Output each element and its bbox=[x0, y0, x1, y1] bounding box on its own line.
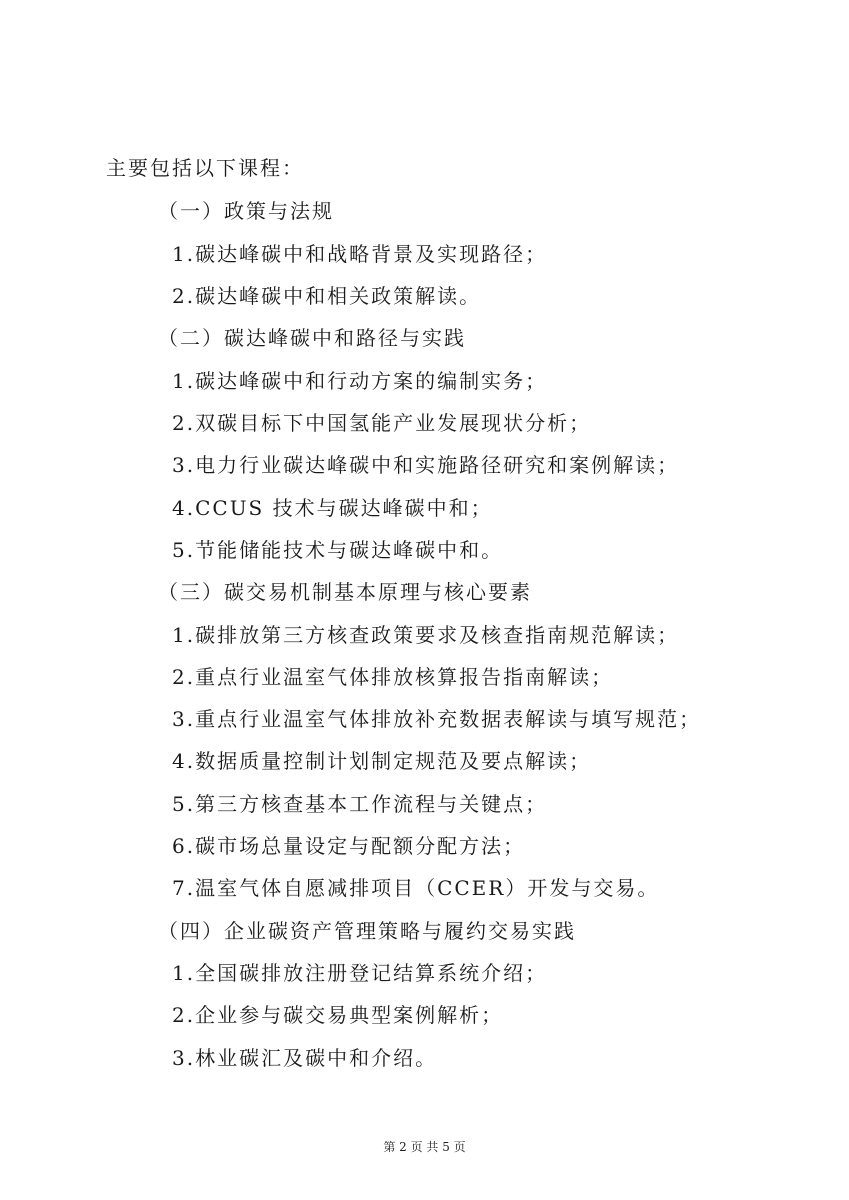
list-item: 1.碳达峰碳中和行动方案的编制实务； bbox=[172, 369, 548, 393]
list-item: 3.电力行业碳达峰碳中和实施路径研究和案例解读； bbox=[172, 453, 680, 477]
list-item: 6.碳市场总量设定与配额分配方法； bbox=[172, 834, 526, 858]
list-item: 2.企业参与碳交易典型案例解析； bbox=[172, 1003, 504, 1027]
list-item: 5.节能储能技术与碳达峰碳中和。 bbox=[172, 538, 504, 562]
intro-text: 主要包括以下课程： bbox=[106, 156, 304, 180]
section-heading-policy: （一）政策与法规 bbox=[158, 199, 334, 223]
section-heading-carbon-trading: （三）碳交易机制基本原理与核心要素 bbox=[158, 580, 532, 604]
section-heading-asset-management: （四）企业碳资产管理策略与履约交易实践 bbox=[158, 919, 576, 943]
page-number-footer: 第 2 页 共 5 页 bbox=[383, 1140, 466, 1154]
list-item: 7.温室气体自愿减排项目（CCER）开发与交易。 bbox=[172, 876, 660, 900]
section-heading-path-practice: （二）碳达峰碳中和路径与实践 bbox=[158, 326, 466, 350]
list-item: 3.林业碳汇及碳中和介绍。 bbox=[172, 1046, 438, 1070]
list-item: 2.碳达峰碳中和相关政策解读。 bbox=[172, 284, 482, 308]
list-item: 1.碳达峰碳中和战略背景及实现路径； bbox=[172, 242, 548, 266]
list-item: 3.重点行业温室气体排放补充数据表解读与填写规范； bbox=[172, 707, 702, 731]
list-item: 5.第三方核查基本工作流程与关键点； bbox=[172, 792, 548, 816]
list-item: 1.碳排放第三方核查政策要求及核查指南规范解读； bbox=[172, 623, 680, 647]
list-item: 2.双碳目标下中国氢能产业发展现状分析； bbox=[172, 411, 592, 435]
list-item: 1.全国碳排放注册登记结算系统介绍； bbox=[172, 961, 548, 985]
list-item: 4.CCUS 技术与碳达峰碳中和； bbox=[172, 496, 493, 520]
list-item: 4.数据质量控制计划制定规范及要点解读； bbox=[172, 749, 592, 773]
list-item: 2.重点行业温室气体排放核算报告指南解读； bbox=[172, 665, 614, 689]
